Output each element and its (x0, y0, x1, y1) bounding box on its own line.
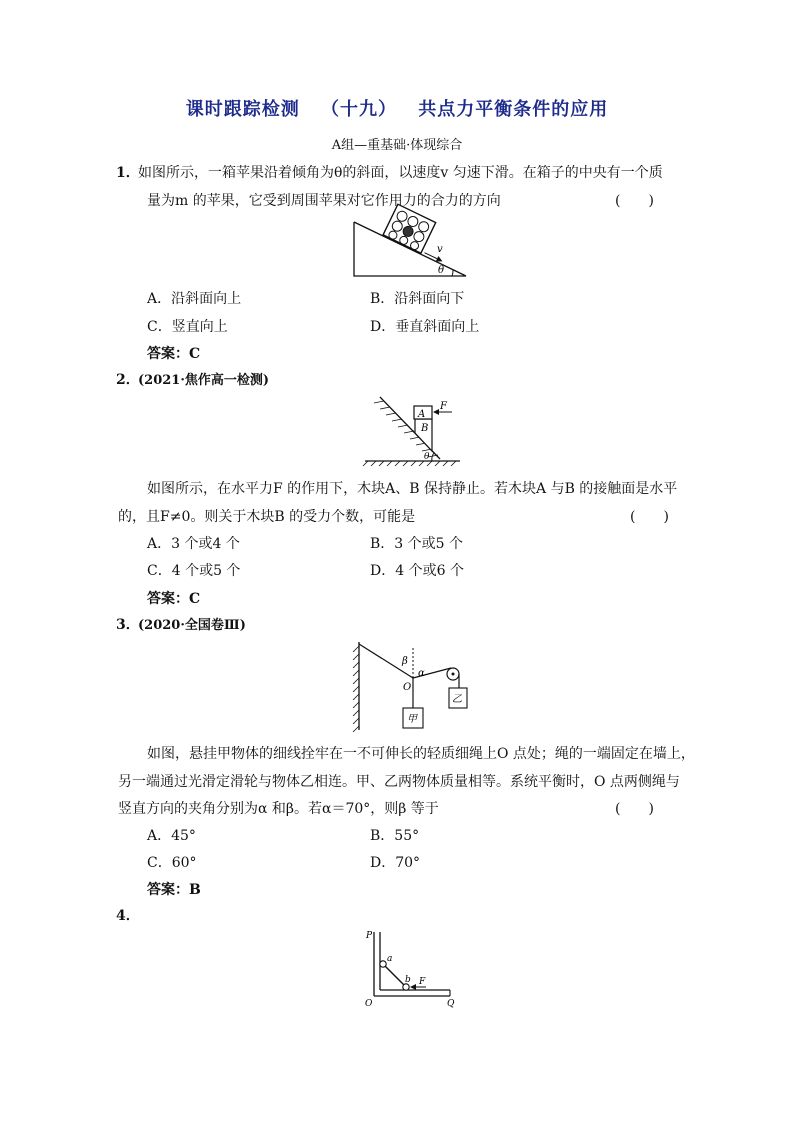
group-heading: A组—重基础·体现综合 (331, 138, 463, 153)
q2-answer-blank: ( ) (630, 509, 669, 525)
q2-answer: 答案：C (147, 591, 201, 607)
q1-option-a: A．沿斜面向上 (147, 291, 242, 307)
q1-line-2: 量为m 的苹果，它受到周围苹果对它作用力的合力的方向 (147, 193, 501, 209)
q1-number: 1． (116, 165, 140, 181)
q1-answer-blank: ( ) (615, 193, 654, 209)
q4-label-p: P (366, 931, 373, 941)
q2-option-d: D．4 个或6 个 (370, 563, 464, 579)
q3-answer: 答案：B (147, 882, 201, 898)
q2-line-1: 如图所示，在水平力F 的作用下，木块A、B 保持静止。若木块A 与B 的接触面是水平 (147, 481, 678, 497)
q2-source: (2021·焦作高一检测) (138, 373, 270, 388)
q1-angle-label: θ (438, 265, 445, 276)
q2-option-b: B．3 个或5 个 (370, 536, 464, 552)
q3-line-2: 另一端通过光滑定滑轮与物体乙相连。甲、乙两物体质量相等。系统平衡时，O 点两侧绳与 (118, 774, 680, 790)
q1-velocity-label: v (437, 244, 443, 255)
q4-label-q: Q (447, 999, 455, 1009)
q3-option-d: D．70° (370, 855, 421, 871)
q2-label-a: A (418, 409, 426, 420)
q2-line-2: 的，且F≠0。则关于木块B 的受力个数，可能是 (118, 509, 416, 525)
q1-option-d: D．垂直斜面向上 (370, 319, 480, 335)
q4-frame-figure (360, 926, 460, 1011)
q2-force-label: F (440, 401, 447, 412)
q1-answer: 答案：C (147, 346, 201, 362)
q3-pulley-figure (345, 638, 475, 738)
q4-force-label: F (419, 977, 426, 987)
page-title: 课时跟踪检测 （十九） 共点力平衡条件的应用 (185, 99, 609, 120)
q3-beta-label: β (402, 656, 408, 667)
q1-line-1: 如图所示，一箱苹果沿着倾角为θ的斜面，以速度v 匀速下滑。在箱子的中央有一个质 (138, 165, 663, 181)
q2-label-b: B (421, 423, 429, 434)
q3-option-a: A．45° (147, 828, 196, 844)
q3-jia-label: 甲 (407, 714, 417, 725)
q3-answer-blank: ( ) (615, 801, 654, 817)
q2-option-a: A．3 个或4 个 (147, 536, 240, 552)
q3-source: (2020·全国卷Ⅲ) (138, 618, 246, 633)
q4-label-b: b (405, 975, 411, 985)
q4-number: 4． (116, 908, 140, 924)
q1-incline-figure (340, 210, 480, 285)
q1-option-b: B．沿斜面向下 (370, 291, 465, 307)
q3-line-3: 竖直方向的夹角分别为α 和β。若α＝70°，则β 等于 (118, 801, 439, 817)
q2-angle-label: θ (424, 452, 430, 462)
q2-wedge-figure (360, 393, 470, 473)
q3-number: 3． (116, 617, 140, 633)
q2-option-c: C．4 个或5 个 (147, 563, 241, 579)
q4-label-a: a (387, 954, 393, 964)
q1-option-c: C．竖直向上 (147, 319, 228, 335)
q4-label-o: O (365, 999, 373, 1009)
q3-option-b: B．55° (370, 828, 420, 844)
q3-yi-label: 乙 (452, 694, 462, 705)
q3-point-label: O (403, 682, 412, 693)
q3-option-c: C．60° (147, 855, 197, 871)
q3-alpha-label: α (418, 668, 425, 679)
q2-number: 2． (116, 372, 140, 388)
q3-line-1: 如图，悬挂甲物体的细线拴牢在一不可伸长的轻质细绳上O 点处；绳的一端固定在墙上， (147, 746, 695, 762)
